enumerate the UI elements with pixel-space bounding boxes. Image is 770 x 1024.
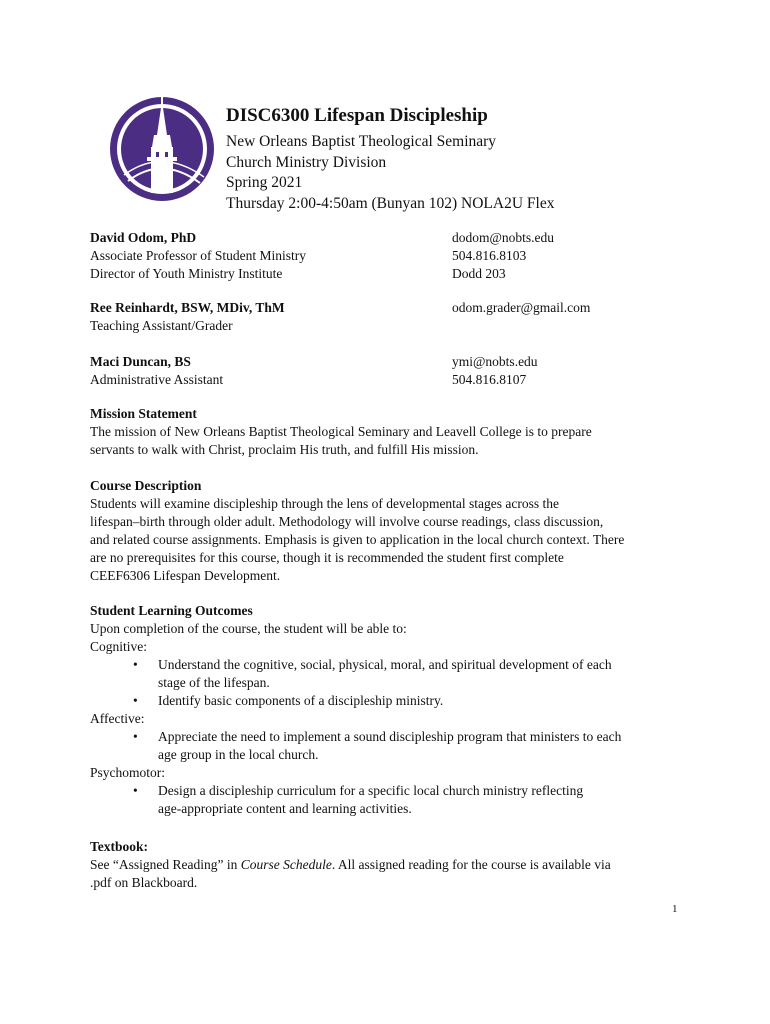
contact-role: Administrative Assistant (90, 372, 224, 387)
contact-name: David Odom, PhD (90, 230, 197, 245)
textbook-text: See “Assigned Reading” in Course Schedule. All assigned reading for the course is available via (90, 857, 611, 872)
contact-professor-details (452, 229, 752, 283)
bullet-icon: • (133, 657, 138, 672)
description-text: Students will examine discipleship through the lens of developmental stages across the (90, 496, 560, 511)
header-institution: New Orleans Baptist Theological Seminary (226, 133, 497, 150)
mission-section (90, 405, 690, 459)
header-term: Spring 2021 (226, 174, 303, 191)
header-schedule: Thursday 2:00-4:50am (Bunyan 102) NOLA2U Flex (226, 194, 555, 212)
textbook-section (90, 838, 690, 892)
outcomes-intro: Upon completion of the course, the student will be able to: (90, 621, 407, 636)
section-heading: Course Description (90, 478, 202, 493)
outcome-item: • Design a discipleship curriculum for a specific local church ministry reflecting age-appropriate content and learning activities. (133, 783, 584, 816)
page-number: 1 (672, 903, 678, 915)
description-text: are no prerequisites for this course, though it is recommended the student first complete (90, 550, 564, 565)
course-title: DISC6300 Lifespan Discipleship (226, 105, 488, 126)
contact-name: Maci Duncan, BS (90, 354, 191, 369)
bullet-icon: • (133, 693, 138, 708)
outcome-category: Psychomotor: (90, 765, 166, 780)
header-division: Church Ministry Division (226, 153, 387, 171)
mission-text: servants to walk with Christ, proclaim His truth, and fulfill His mission. (90, 442, 479, 457)
section-heading: Textbook: (90, 839, 149, 854)
textbook-text: .pdf on Blackboard. (90, 875, 198, 890)
contact-email[interactable]: dodom@nobts.edu (452, 230, 555, 245)
course-header (226, 104, 746, 214)
bullet-icon: • (133, 783, 138, 798)
outcome-item: • Identify basic components of a discipleship ministry. (133, 693, 444, 708)
outcome-category: Affective: (90, 711, 145, 726)
section-heading: Mission Statement (90, 406, 197, 421)
contact-phone: 504.816.8107 (452, 372, 527, 387)
outcome-category: Cognitive: (90, 639, 147, 654)
description-section (90, 477, 690, 585)
contact-role: Teaching Assistant/Grader (90, 318, 233, 333)
contact-grader-details (452, 299, 752, 317)
outcome-item: • Understand the cognitive, social, physical, moral, and spiritual development of each stage of the lifespan. (133, 657, 612, 690)
outcome-item: • Appreciate the need to implement a sound discipleship program that ministers to each age group in the local church. (133, 729, 622, 762)
description-text: lifespan–birth through older adult. Methodology will involve course readings, class discussion, (90, 514, 604, 529)
contact-office: Dodd 203 (452, 266, 506, 281)
contact-assistant-details (452, 353, 752, 389)
contact-email[interactable]: odom.grader@gmail.com (452, 300, 591, 315)
course-schedule-ref: Course Schedule (240, 857, 332, 872)
contact-role: Associate Professor of Student Ministry (90, 248, 306, 263)
description-text: and related course assignments. Emphasis is given to application in the local church context. There (90, 532, 625, 547)
description-text: CEEF6306 Lifespan Development. (90, 568, 281, 583)
contact-email[interactable]: ymi@nobts.edu (452, 354, 538, 369)
contact-role: Director of Youth Ministry Institute (90, 266, 283, 281)
contact-grader (90, 299, 440, 335)
section-heading: Student Learning Outcomes (90, 603, 253, 618)
steeple-seal-icon (108, 95, 216, 203)
bullet-icon: • (133, 729, 138, 744)
outcomes-section (90, 602, 690, 818)
contact-name: Ree Reinhardt, BSW, MDiv, ThM (90, 300, 285, 315)
contact-professor (90, 229, 440, 283)
mission-text: The mission of New Orleans Baptist Theological Seminary and Leavell College is to prepare (90, 424, 592, 439)
contact-phone: 504.816.8103 (452, 248, 527, 263)
contact-assistant (90, 353, 440, 389)
